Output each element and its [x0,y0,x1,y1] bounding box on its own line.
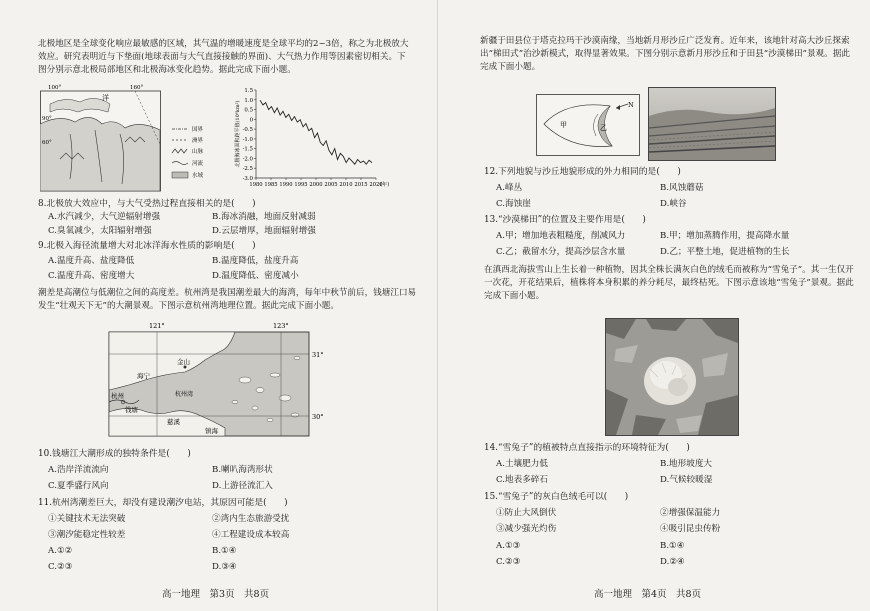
chart-x-tick-label: 2015 [354,182,368,188]
q15-stem: 15.“雪兔子”的灰白色绒毛可以( ) [484,492,629,502]
chart-y-tick-label: -2.5 [242,166,253,173]
intro-arctic: 北极地区是全球变化响应最敏感的区域，其气温的增暖速度是全球平均的2~3倍，称之为北极放大效应。研究表明近与下垫面(地球表面与大气直接接触的界面)、大气热力作用等因素密切相关。下图分别示意北极局部地区和北极海冰变化趋势。据此完成下面小题。 [38,39,409,75]
q12-option-a[interactable]: A.峰丛 [496,183,523,193]
map2-lon-123: 123° [273,322,289,330]
q14-stem: 14.“雪兔子”的植被特点直接指示的环境特征为( ) [484,443,690,453]
q15-statement-1: ①防止大风倒伏 [496,508,557,518]
place-cixi: 慈溪 [167,418,180,426]
q14-option-b[interactable]: B.地形坡度大 [660,459,713,469]
place-qiantang: 钱塘 [125,406,138,414]
chart-y-tick-label: 1.0 [244,97,253,104]
chart-y-tick-label: -0.5 [242,127,253,134]
north-arrow-label: N [628,101,634,109]
q9-option-a[interactable]: A.温度升高、盐度降低 [48,256,135,266]
chart-x-axis-label: (年) [380,182,390,188]
q13-option-a[interactable]: A.甲；增加地表粗糙度，削减风力 [496,231,626,241]
barchan-dune-diagram [536,94,640,156]
q10-option-d[interactable]: D.上游径流汇入 [212,481,273,491]
q15-statement-4: ④吸引昆虫传粉 [660,524,721,534]
q8-option-a[interactable]: A.水汽减少，大气逆辐射增强 [48,212,161,222]
chart-y-tick-label: 1.5 [244,88,253,94]
place-haining: 海宁 [137,372,150,380]
q9-option-c[interactable]: C.温度升高、密度增大 [48,271,135,281]
q10-option-c[interactable]: C.夏季盛行风向 [48,481,109,491]
chart-x-tick-label: 2010 [339,182,353,188]
q9-option-b[interactable]: B.温度降低，盐度升高 [212,256,299,266]
q11-stem: 11.杭州湾潮差巨大，却没有建设潮汐电站，其原因可能是( ) [38,498,288,508]
chart-x-tick-label: 1980 [249,182,263,188]
arctic-map [40,84,230,192]
chart-x-tick-label: 2020 [369,182,383,188]
q14-option-c[interactable]: C.地表多碎石 [496,475,548,485]
sea-ice-chart-svg [232,82,412,194]
place-jinshan: 金山 [177,358,190,366]
q11-option-a[interactable]: A.①② [48,546,73,556]
q12-option-b[interactable]: B.风蚀蘑菇 [660,183,704,193]
q11-option-b[interactable]: B.①④ [212,546,237,556]
q15-statement-2: ②增强保温能力 [660,508,721,518]
q13-stem: 13.“沙漠梯田”的位置及主要作用是( ) [484,215,646,225]
place-zhenhai: 镇海 [205,427,218,435]
hangzhou-bay-map [105,320,335,440]
q11-option-c[interactable]: C.②③ [48,562,73,572]
q13-option-d[interactable]: D.乙；平整土地，促进植物的生长 [660,247,790,257]
chart-x-tick-label: 2005 [324,182,338,188]
q12-option-d[interactable]: D.峡谷 [660,199,687,209]
map1-lon-100: 100° [48,85,62,91]
q15-option-a[interactable]: A.①③ [496,541,521,551]
map2-lat-31: 31° [312,351,324,359]
q8-option-d[interactable]: D.云层增厚，地面辐射增强 [212,226,316,236]
chart-y-tick-label: 0 [249,117,253,124]
chart-x-tick-label: 2000 [309,182,323,188]
q12-option-c[interactable]: C.海蚀崖 [496,199,531,209]
dune-label-jia: 甲 [560,121,567,129]
chart-y-tick-label: 0.5 [244,107,253,114]
q11-option-d[interactable]: D.③④ [212,562,237,572]
q13-option-b[interactable]: B.甲；增加蒸腾作用，提高降水量 [660,231,790,241]
map2-lon-121: 121° [149,322,165,330]
q11-statement-1: ①关键技术无法突破 [48,514,126,524]
place-hangzhou: 杭州 [111,392,124,400]
q15-statement-3: ③减少强光灼伤 [496,524,557,534]
chart-y-tick-label: -1.0 [242,136,253,143]
right-page [437,0,870,611]
q11-statement-4: ④工程建设成本较高 [212,530,290,540]
q10-stem: 10.钱塘江大潮形成的独特条件是( ) [38,449,191,459]
intro-tide: 潮差是高潮位与低潮位之间的高度差。杭州湾是我国潮差最大的海湾，每年中秋节前后，钱塘江口易发生“壮观天下无”的大潮景观。下图示意杭州湾地理位置。据此完成下面小题。 [38,288,417,311]
chart-y-tick-label: -3.0 [242,176,253,182]
q8-stem: 8.北极放大效应中，与大气受热过程直接相关的是( ) [38,199,256,209]
chart-y-tick-label: -2.0 [242,156,253,163]
map1-ocean: 洋 [102,94,109,102]
legend-water: 水域 [192,173,204,179]
chart-y-axis-label: 北极海冰面积距平值(10⁶km²) [235,100,241,168]
q14-option-d[interactable]: D.气候较暖湿 [660,475,713,485]
q10-option-a[interactable]: A.浩岸洋流流向 [48,465,109,475]
map1-lat-90: 90° [42,116,52,122]
legend-continent-border: 洲界 [192,138,204,144]
q8-option-b[interactable]: B.海冰消融，地面反射减弱 [212,212,316,222]
q10-option-b[interactable]: B.喇叭海湾形状 [212,465,273,475]
intro-desert: 新疆于田县位于塔克拉玛干沙漠南缘，当地新月形沙丘广泛发育。近年来，该地针对高大沙丘探索出“梯田式”治沙新模式，取得显著效果。下图分别示意新月形沙丘和于田县“沙漠梯田”景观。据此完成下面小题。 [480,36,850,72]
q11-statement-3: ③潮汐能稳定性较差 [48,530,126,540]
map1-lon-160: 160° [130,85,144,91]
sea-ice-series-line [260,100,372,164]
q13-option-c[interactable]: C.乙；截留水分，提高沙层含水量 [496,247,626,257]
map1-lat-60: 60° [42,140,52,146]
q8-option-c[interactable]: C.臭氧减少，太阳辐射增强 [48,226,152,236]
q12-stem: 12.下列地貌与沙丘地貌形成的外力相同的是( ) [484,167,681,177]
intro-snow-rabbit: 在滇西北海拔雪山上生长着一种植物，因其全株长满灰白色的绒毛而被称为“雪兔子”。其一生仅开一次花，开花结果后，植株将本身积累的养分耗尽，最终枯死。下图示意该地“雪兔子”景观。据此完成下面小题。 [484,265,854,301]
q14-option-a[interactable]: A.土壤肥力低 [496,459,548,469]
chart-x-tick-label: 1995 [294,182,308,188]
q15-option-d[interactable]: D.②④ [660,557,685,567]
legend-mountain: 山脉 [192,149,204,155]
chart-y-tick-label: -1.5 [242,146,253,153]
right-page-footer: 高一地理 第4页 共8页 [594,589,702,600]
q15-option-c[interactable]: C.②③ [496,557,521,567]
left-page-footer: 高一地理 第3页 共8页 [162,589,270,600]
q9-option-d[interactable]: D.温度降低、密度减小 [212,271,299,281]
snow-rabbit-photo [605,318,739,436]
dune-label-yi: 乙 [600,124,607,132]
place-hangzhou-bay: 杭州湾 [175,391,194,398]
sea-ice-chart [232,82,412,194]
map2-lat-30: 30° [312,413,324,421]
q15-option-b[interactable]: B.①④ [660,541,685,551]
q9-stem: 9.北极入海径流量增大对北冰洋海水性质的影响是( ) [38,241,256,251]
legend-river: 河流 [192,161,204,167]
chart-x-tick-label: 1990 [279,182,293,188]
chart-x-tick-label: 1985 [264,182,278,188]
q11-statement-2: ②湾内生态旅游受扰 [212,514,290,524]
desert-terrace-photo [648,87,776,161]
legend-national-border: 国界 [192,127,204,133]
